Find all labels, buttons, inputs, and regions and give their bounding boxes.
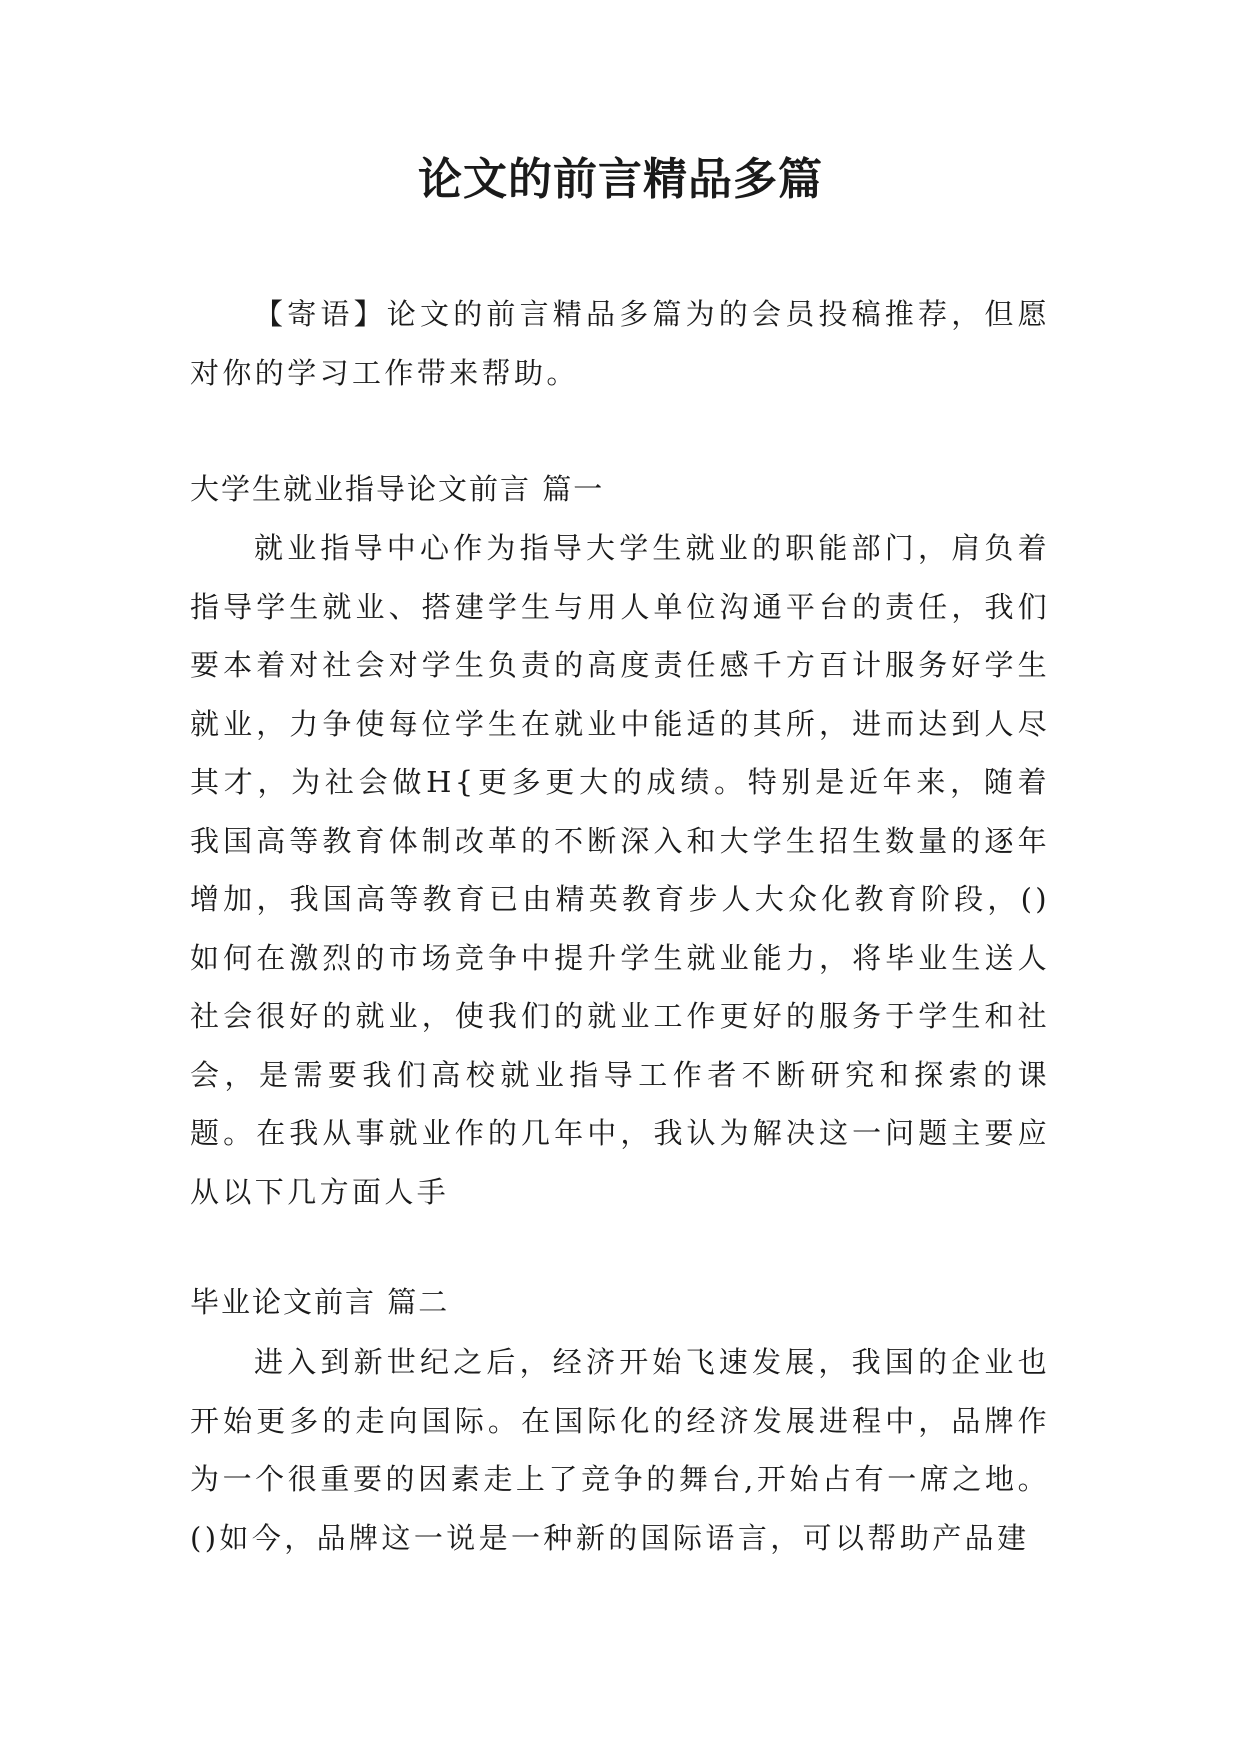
document-title: 论文的前言精品多篇 bbox=[418, 154, 823, 205]
section-paragraph-2: 进入到新世纪之后，经济开始飞速发展，我国的企业也开始更多的走向国际。在国际化的经济发展进程中，品牌作为一个很重要的因素走上了竞争的舞台,开始占有一席之地。()如今，品牌这一说是一种新的国际语言，可以帮助产品建 bbox=[190, 1345, 1050, 1555]
section-heading-2: 毕业论文前言 篇二 bbox=[190, 1285, 450, 1319]
section-paragraph-1: 就业指导中心作为指导大学生就业的职能部门，肩负着指导学生就业、搭建学生与用人单位沟通平台的责任，我们要本着对社会对学生负责的高度责任感千方百计服务好学生就业，力争使每位学生在就业中能适的其所，进而达到人尽其才，为社会做H{更多更大的成绩。特别是近年来，随着我国高等教育体制改革的不断深入和大学生招生数量的逐年增加，我国高等教育已由精英教育步人大众化教育阶段，()如何在激烈的市场竞争中提升学生就业能力，将毕业生送人社会很好的就业，使我们的就业工作更好的服务于学生和社会，是需要我们高校就业指导工作者不断研究和探索的课题。在我从事就业作的几年中，我认为解决这一问题主要应从以下几方面人手 bbox=[190, 531, 1050, 1209]
section-heading-1: 大学生就业指导论文前言 篇一 bbox=[190, 472, 605, 506]
intro-paragraph: 【寄语】论文的前言精品多篇为的会员投稿推荐，但愿对你的学习工作带来帮助。 bbox=[190, 297, 1050, 390]
